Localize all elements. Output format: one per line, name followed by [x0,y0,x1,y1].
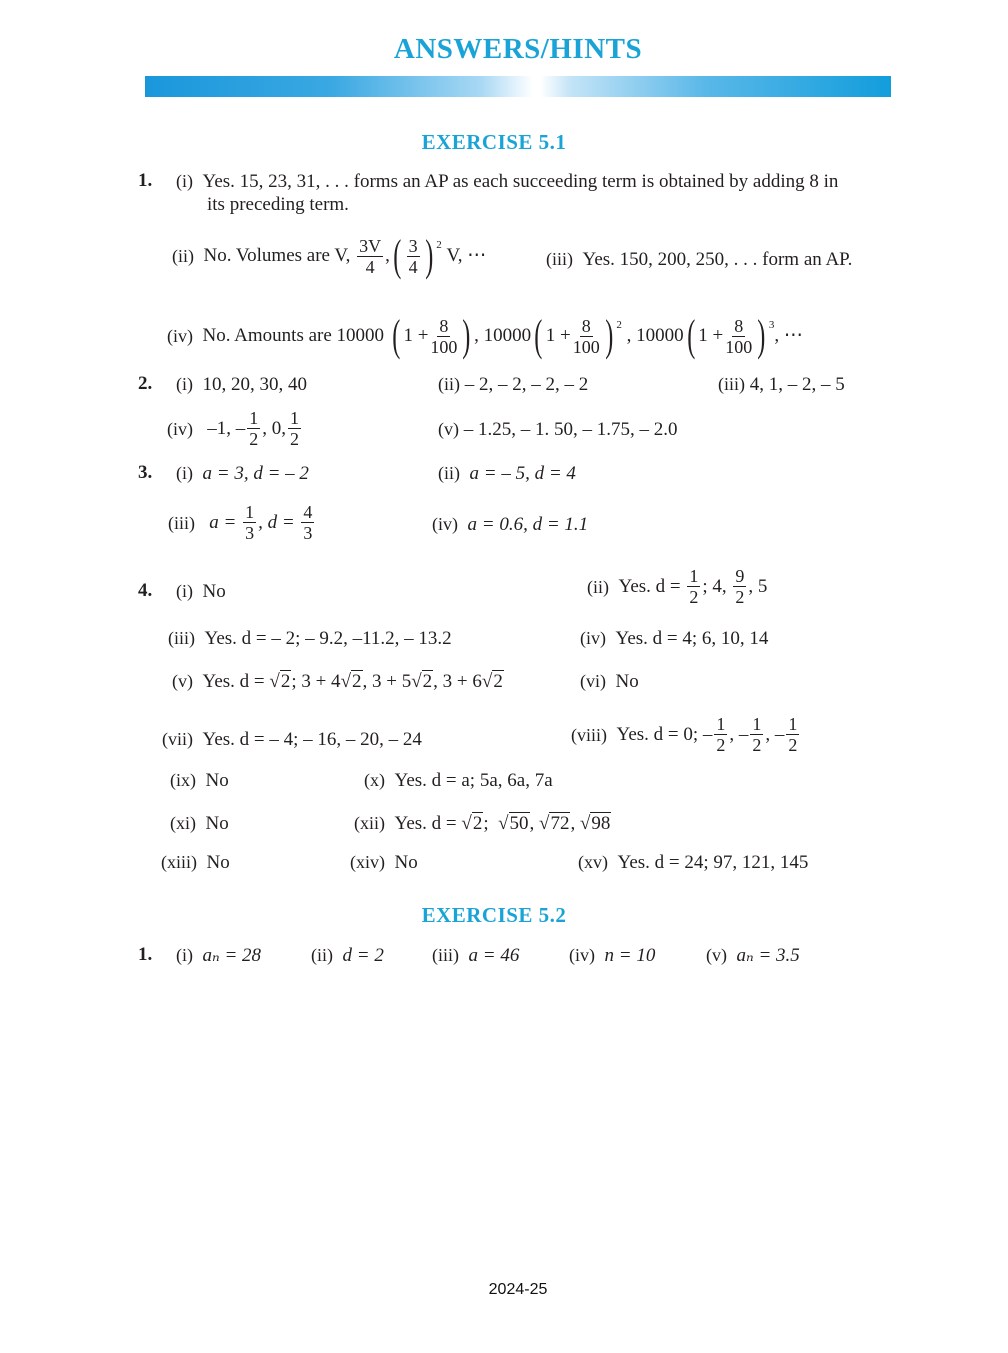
q4-xii: (xii) Yes. d = √2; √50, √72, √98 [354,813,611,834]
q1-i: (i) Yes. 15, 23, 31, . . . forms an AP as each succeeding term is obtained by adding 8 in [176,171,839,192]
q4-vi: (vi) No [580,671,639,692]
q4-ii: (ii) Yes. d = $\frac{1}{2}$ ; 4, $\frac{9}{2}$ , 5 [587,566,768,607]
ex52-q1-iv: (iv) n = 10 [569,945,656,966]
exercise-5-1-heading: EXERCISE 5.1 [421,130,567,154]
q2-i: (i) 10, 20, 30, 40 [176,374,307,395]
q4-xv: (xv) Yes. d = 24; 97, 121, 145 [578,852,809,873]
q1-ii: (ii) No. Volumes are V, $\frac{3V}{4}$ , ( $\frac{3}{4}$ ) $^2$ V, ⋯ [172,231,487,280]
q3-iii: (iii) a = $\frac{1}{3}$ , d = $\frac{4}{3}$ [168,502,313,543]
q2-number: 2. [138,373,153,394]
q4-xi: (xi) No [170,813,229,834]
q4-iv: (iv) Yes. d = 4; 6, 10, 14 [580,628,769,649]
q4-viii: (viii) Yes. d = 0; – $\frac{1}{2}$ , – $\frac{1}{2}$ , – $\frac{1}{2}$ [571,714,798,755]
ex52-q1-v: (v) aₙ = 3.5 [706,945,800,966]
q3-i: (i) a = 3, d = – 2 [176,463,309,484]
q4-i: (i) No [176,581,226,602]
q4-v: (v) Yes. d = √2; 3 + 4√2, 3 + 5√2, 3 + 6√2 [172,671,503,692]
ex52-q1-i: (i) aₙ = 28 [176,945,262,966]
ex52-q1-iii: (iii) a = 46 [432,945,520,966]
q2-ii: (ii) – 2, – 2, – 2, – 2 [438,374,589,395]
q3-ii: (ii) a = – 5, d = 4 [438,463,576,484]
q2-v: (v) – 1.25, – 1. 50, – 1.75, – 2.0 [438,419,678,440]
page-footer-year: 2024-25 [488,1281,548,1298]
q3-number: 3. [138,462,153,483]
header-gradient-bar [145,76,891,97]
q4-number: 4. [138,580,153,601]
page-title: ANSWERS/HINTS [393,33,643,65]
q1-i-cont: its preceding term. [207,194,349,215]
q1-iii: (iii) Yes. 150, 200, 250, . . . form an AP. [546,249,853,270]
q4-x: (x) Yes. d = a; 5a, 6a, 7a [364,770,553,791]
exercise-5-2-heading: EXERCISE 5.2 [421,903,567,927]
q2-iii: (iii) 4, 1, – 2, – 5 [718,374,845,395]
q4-vii: (vii) Yes. d = – 4; – 16, – 20, – 24 [162,729,422,750]
q4-xiii: (xiii) No [161,852,230,873]
q4-xiv: (xiv) No [350,852,418,873]
q4-ix: (ix) No [170,770,229,791]
q3-iv: (iv) a = 0.6, d = 1.1 [432,514,589,535]
ex52-q1-number: 1. [138,944,153,965]
ex52-q1-ii: (ii) d = 2 [311,945,384,966]
q4-iii: (iii) Yes. d = – 2; – 9.2, –11.2, – 13.2 [168,628,452,649]
q1-number: 1. [138,170,153,191]
q1-iv: (iv) No. Amounts are 10000 ( 1 + $\frac{8}{100}$ ) , 10000 ( 1 + $\frac{8}{100}$ ) $^2$ , 10000 ( 1 + $\frac{8}{100}$ ) $^3$ , ⋯ [167,311,803,360]
q2-iv: (iv) –1, – $\frac{1}{2}$ , 0, $\frac{1}{2}$ [167,408,299,449]
